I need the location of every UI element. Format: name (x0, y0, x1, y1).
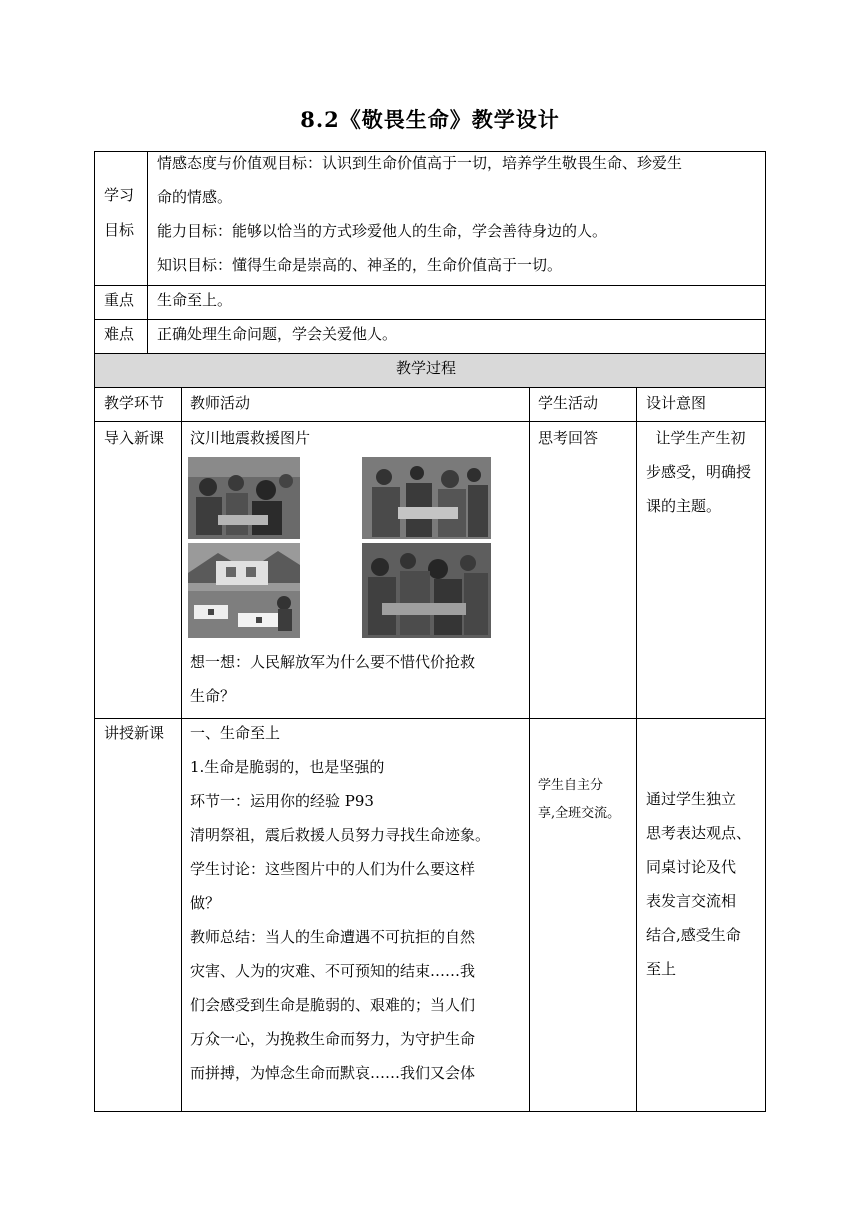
rescue-photo-3 (188, 543, 300, 638)
row2-teacher-line-5: 学生讨论：这些图片中的人们为什么要这样 (190, 860, 476, 878)
rescue-photo-4 (362, 543, 491, 638)
row2-intent-line-1: 通过学生独立 (646, 790, 737, 808)
key-point-text: 生命至上。 (157, 291, 233, 309)
process-header: 教学过程 (396, 359, 457, 377)
row2-teacher-line-8: 灾害、人为的灾难、不可预知的结束……我 (190, 962, 476, 980)
row2-student-line-2: 享,全班交流。 (538, 806, 621, 821)
row2-teacher-line-3: 环节一：运用你的经验 P93 (190, 792, 374, 810)
row2-stage-cell (94, 718, 182, 1112)
row2-teacher-line-7: 教师总结：当人的生命遭遇不可抗拒的自然 (190, 928, 476, 946)
row2-teacher-line-4: 清明祭祖，震后救援人员努力寻找生命迹象。 (190, 826, 491, 844)
row2-intent-line-6: 至上 (646, 960, 677, 978)
row1-stage-cell (94, 421, 182, 719)
row2-intent-line-4: 表发言交流相 (646, 892, 737, 910)
row1-stage: 导入新课 (104, 429, 165, 447)
row2-intent-line-3: 同桌讨论及代 (646, 858, 737, 876)
key-point-content-cell (147, 285, 766, 320)
objective-line-3: 能力目标：能够以恰当的方式珍爱他人的生命，学会善待身边的人。 (157, 222, 608, 240)
difficulty-label: 难点 (104, 325, 135, 343)
row1-teacher-question-line1: 想一想：人民解放军为什么要不惜代价抢救 (190, 653, 476, 671)
row1-intent-line3: 课的主题。 (646, 497, 722, 515)
col-header-stage: 教学环节 (104, 394, 165, 412)
row2-teacher-line-2: 1.生命是脆弱的，也是坚强的 (190, 758, 385, 776)
row2-teacher-cell (181, 718, 530, 1112)
difficulty-text: 正确处理生命问题，学会关爱他人。 (157, 325, 398, 343)
row2-intent-cell (636, 718, 766, 1112)
row1-intent-line1: 让学生产生初 (646, 429, 746, 447)
row2-teacher-line-1: 一、生命至上 (190, 724, 281, 742)
row2-stage: 讲授新课 (104, 724, 165, 742)
row1-teacher-question-line2: 生命？ (190, 687, 236, 705)
row1-intent-line2: 步感受，明确授 (646, 463, 752, 481)
objectives-label-line1: 学习 (104, 186, 135, 204)
row2-intent-line-5: 结合,感受生命 (646, 926, 741, 944)
objective-line-1: 情感态度与价值观目标：认识到生命价值高于一切，培养学生敬畏生命、珍爱生 (157, 154, 683, 172)
row2-student-line-1: 学生自主分 (538, 778, 604, 793)
col-header-teacher: 教师活动 (190, 394, 251, 412)
row1-student-cell (529, 421, 637, 719)
objective-line-4: 知识目标：懂得生命是崇高的、神圣的，生命价值高于一切。 (157, 256, 563, 274)
row1-teacher-title: 汶川地震救援图片 (190, 429, 311, 447)
row1-student: 思考回答 (538, 429, 599, 447)
row2-teacher-line-11: 而拼搏，为悼念生命而默哀……我们又会体 (190, 1064, 476, 1082)
objective-line-2: 命的情感。 (157, 188, 233, 206)
page-title: 8.2《敬畏生命》教学设计 (300, 107, 560, 132)
rescue-photo-1 (188, 457, 300, 539)
key-point-label: 重点 (104, 291, 135, 309)
col-header-student: 学生活动 (538, 394, 599, 412)
row2-teacher-line-9: 们会感受到生命是脆弱的、艰难的；当人们 (190, 996, 476, 1014)
col-header-intent: 设计意图 (646, 394, 707, 412)
rescue-photo-2 (362, 457, 491, 539)
objectives-label-line2: 目标 (104, 221, 135, 239)
row2-teacher-line-6: 做？ (190, 894, 221, 912)
row2-teacher-line-10: 万众一心，为挽救生命而努力，为守护生命 (190, 1030, 476, 1048)
row2-intent-line-2: 思考表达观点、 (646, 824, 752, 842)
